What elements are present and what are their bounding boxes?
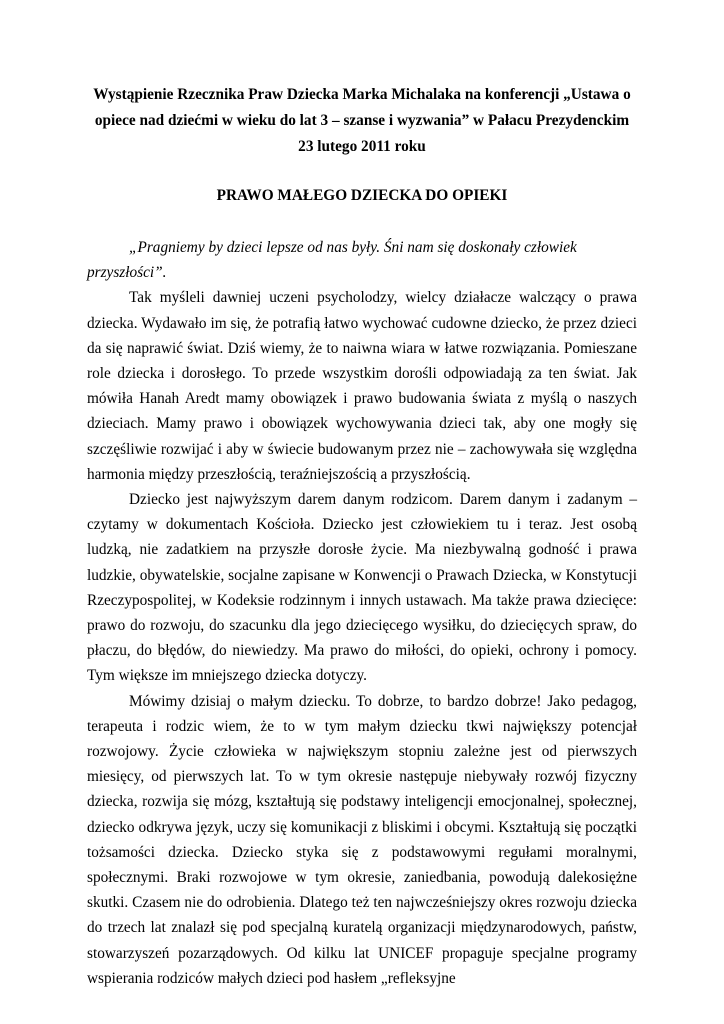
document-title: PRAWO MAŁEGO DZIECKA DO OPIEKI	[216, 187, 508, 204]
heading-line-1: Wystąpienie Rzecznika Praw Dziecka Marka Michalaka na konferencji „Ustawa o	[93, 86, 631, 103]
document-heading	[87, 82, 637, 160]
body-paragraph-1: Tak myśleli dawniej uczeni psycholodzy, wielcy działacze walczący o prawa dziecka. Wydawało im się, że potrafią łatwo wychować cudowne dziecko, że przez dzieci da się naprawić świat. Dziś wiemy, że to naiwna wiara w łatwe rozwiązania. Pomieszane role dziecka i dorosłego. To przede wszystkim dorośli odpowiadają za ten świat. Jak mówiła Hanah Aredt mamy obowiązek i prawo budowania świata z myślą o naszych dzieciach. Mamy prawo i obowiązek wychowywania dzieci tak, aby one mogły się szczęśliwie rozwijać i aby w świecie budowanym przez nie – zachowywała się względna harmonia między przeszłością, teraźniejszością a przyszłością.	[87, 289, 637, 483]
document-page	[87, 82, 637, 991]
heading-line-2: opiece nad dziećmi w wieku do lat 3 – szanse i wyzwania” w Pałacu Prezydenckim	[94, 112, 630, 129]
epigraph-quote: „Pragniemy by dzieci lepsze od nas były. Śni nam się doskonały człowiek przyszłości”.	[87, 239, 577, 282]
body-paragraph-3: Mówimy dzisiaj o małym dziecku. To dobrze, to bardzo dobrze! Jako pedagog, terapeuta i rodzic wiem, że to w tym małym dziecku tkwi największy potencjał rozwojowy. Życie człowieka w największym stopniu zależne jest od pierwszych miesięcy, od pierwszych lat. To w tym okresie następuje niebywały rozwój fizyczny dziecka, rozwija się mózg, kształtują się podstawy inteligencji emocjonalnej, społecznej, dziecko odkrywa język, uczy się komunikacji z bliskimi i obcymi. Kształtują się początki tożsamości dziecka. Dziecko styka się z podstawowymi regułami moralnymi, społecznymi. Braki rozwojowe w tym okresie, zaniedbania, powodują dalekosiężne skutki. Czasem nie do odrobienia. Dlatego też ten najwcześniejszy okres rozwoju dziecka do trzech lat znalazł się pod specjalną kuratelą organizacji międzynarodowych, państw, stowarzyszeń pozarządowych. Od kilku lat UNICEF propaguje specjalne programy wspierania rodziców małych dzieci pod hasłem „refleksyjne	[87, 692, 637, 987]
document-body	[87, 235, 637, 991]
body-paragraph-2: Dziecko jest najwyższym darem danym rodzicom. Darem danym i zadanym – czytamy w dokumentach Kościoła. Dziecko jest człowiekiem tu i teraz. Jest osobą ludzką, nie zadatkiem na przyszłe dorosłe życie. Ma niezbywalną godność i prawa ludzkie, obywatelskie, socjalne zapisane w Konwencji o Prawach Dziecka, w Konstytucji Rzeczypospolitej, w Kodeksie rodzinnym i innych ustawach. Ma także prawa dziecięce: prawo do rozwoju, do szacunku dla jego dziecięcego wysiłku, do dziecięcych spraw, do płaczu, do błędów, do niewiedzy. Ma prawo do miłości, do opieki, ochrony i pomocy. Tym większe im mniejszego dziecka dotyczy.	[87, 491, 637, 685]
heading-date: 23 lutego 2011 roku	[298, 138, 426, 155]
